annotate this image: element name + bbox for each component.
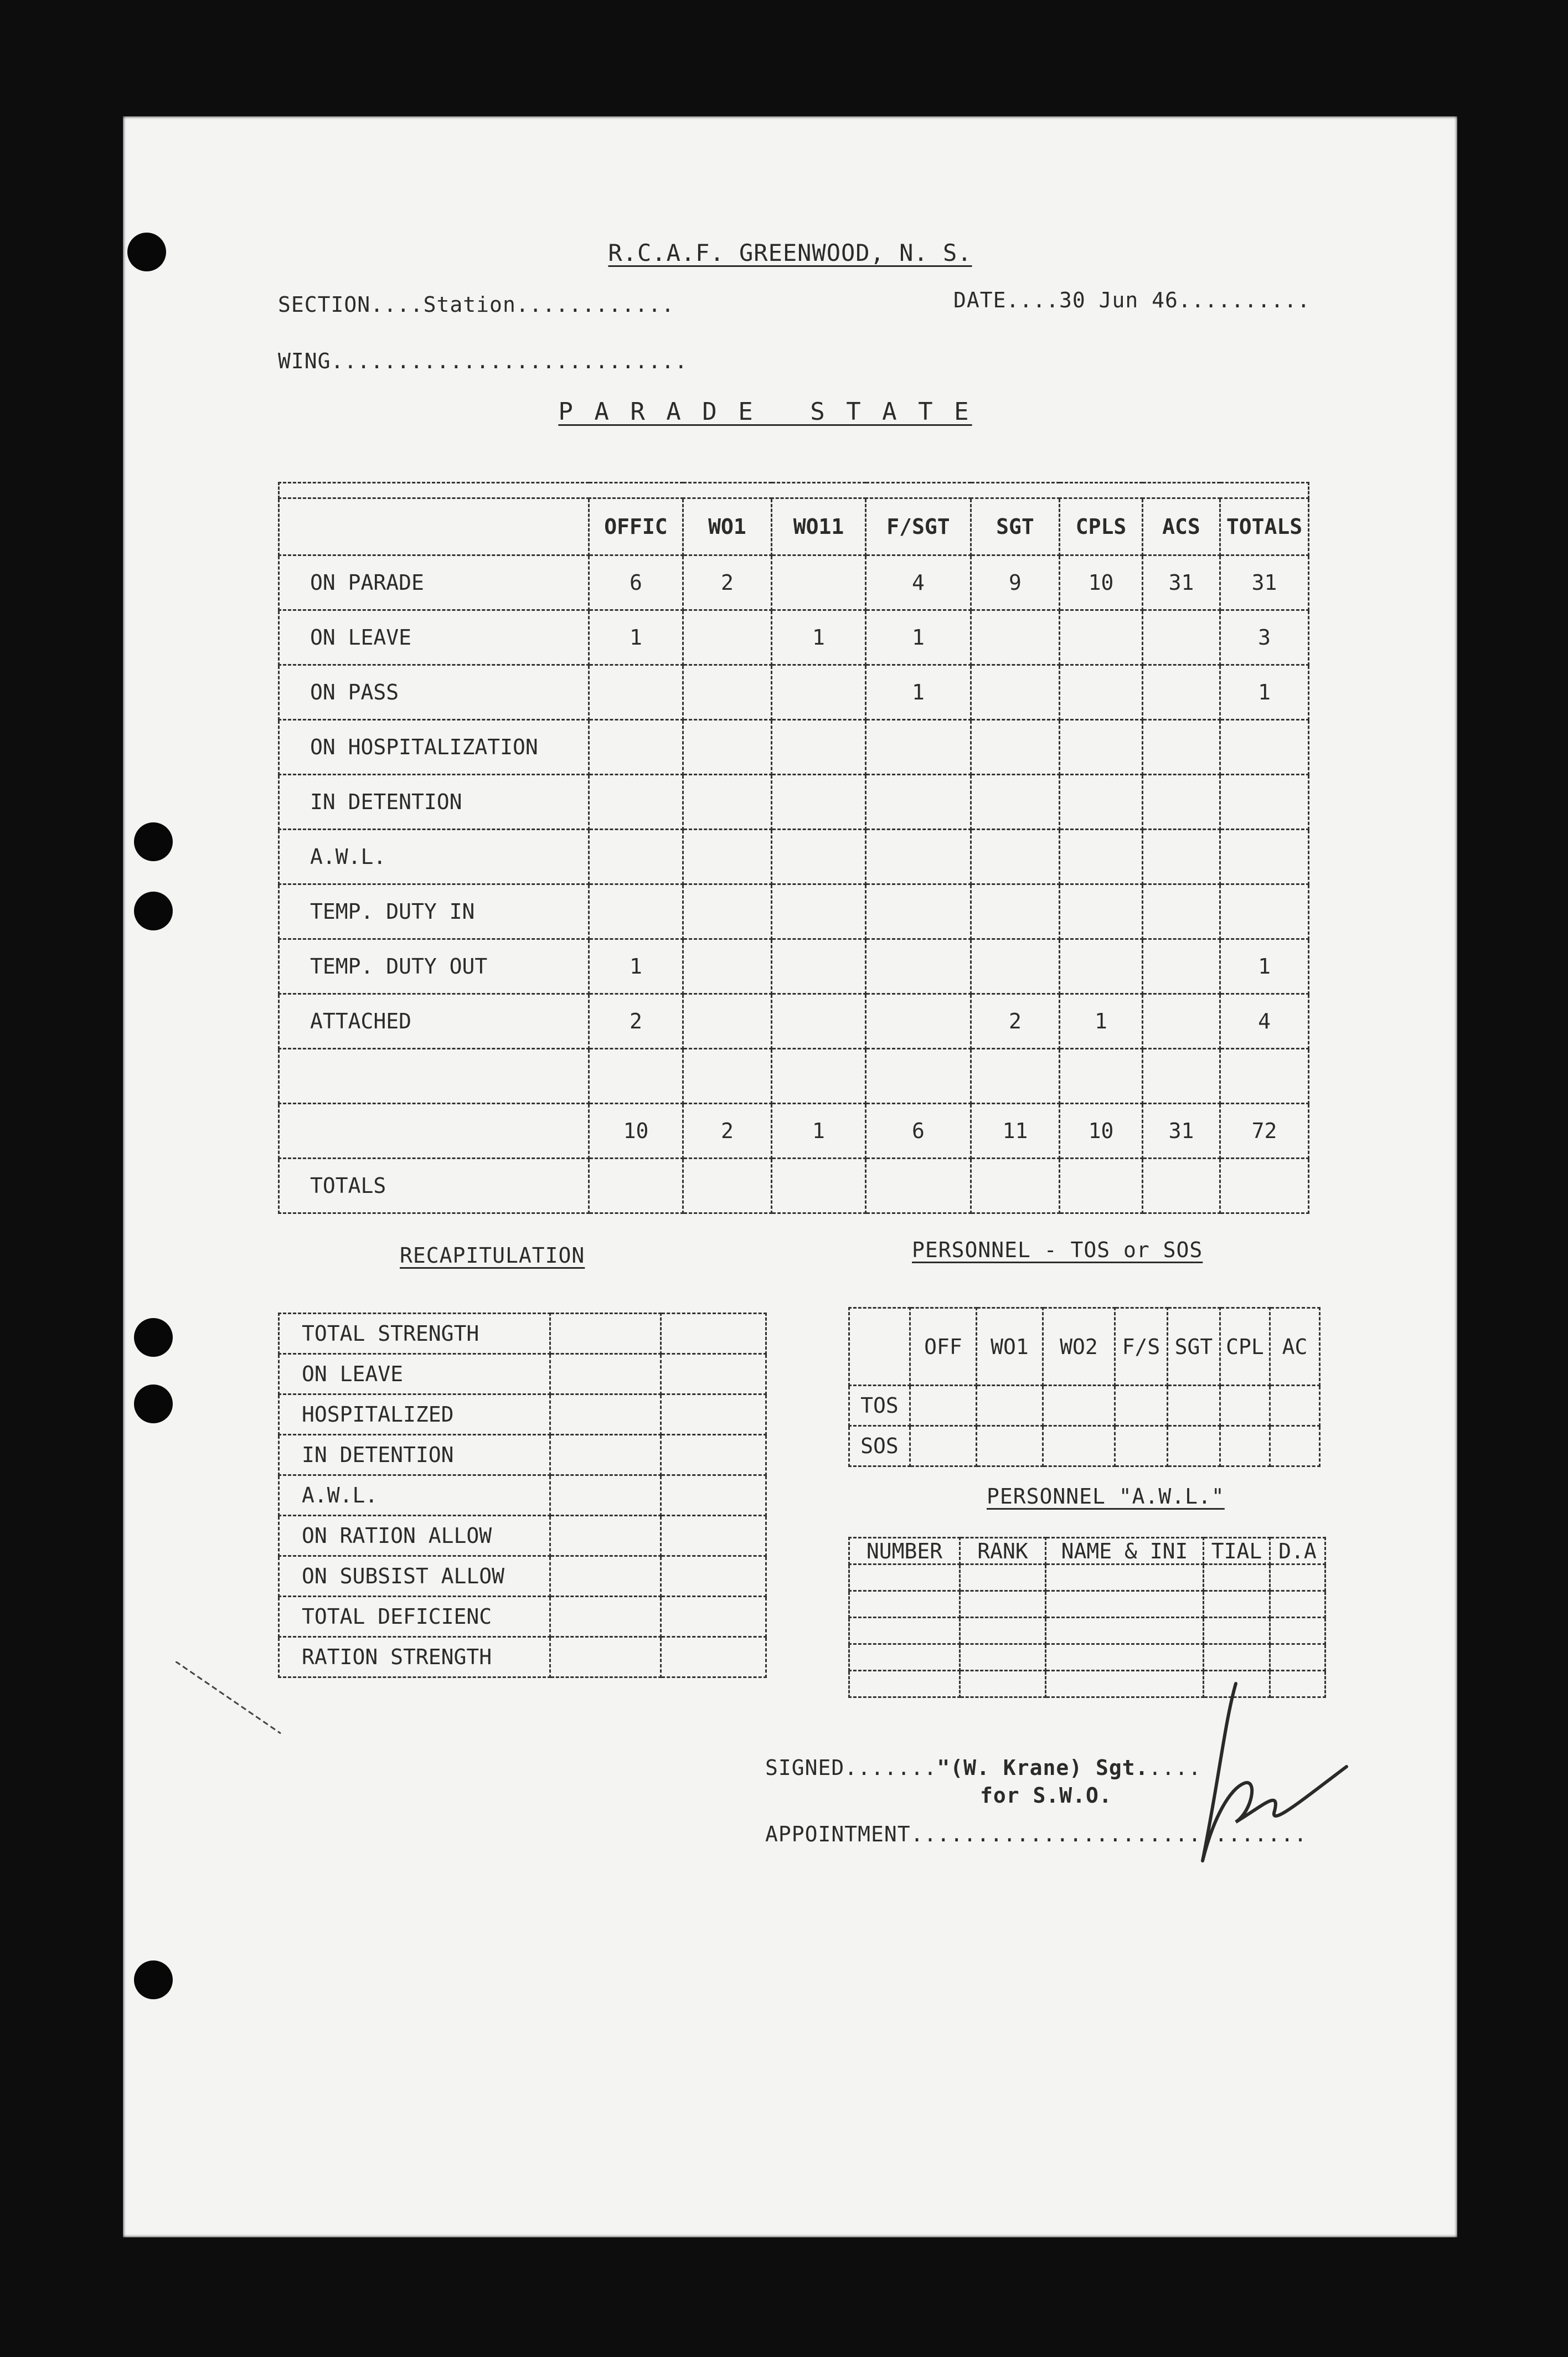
table-cell <box>589 665 683 720</box>
sos-cell <box>1270 1426 1320 1466</box>
table-cell <box>971 939 1060 994</box>
awl-cell <box>849 1644 960 1671</box>
table-cell <box>971 720 1060 775</box>
table-cell <box>971 775 1060 830</box>
recap-row <box>279 1354 766 1394</box>
table-cell <box>1060 939 1143 994</box>
table-cell <box>772 994 866 1049</box>
table-cell: 2 <box>589 994 683 1049</box>
row-label <box>279 1049 589 1104</box>
table-cell <box>1060 1159 1143 1213</box>
sos-cell <box>1220 1426 1270 1466</box>
recap-row-label: HOSPITALIZED <box>279 1394 550 1435</box>
table-top-strip <box>279 483 1309 498</box>
table-cell <box>1143 665 1220 720</box>
document-title: R.C.A.F. GREENWOOD, N. S. <box>608 239 972 266</box>
awl-cell <box>1270 1618 1325 1644</box>
table-cell: 6 <box>866 1104 971 1159</box>
table-cell <box>971 610 1060 665</box>
table-cell <box>589 884 683 939</box>
table-cell <box>683 1049 772 1104</box>
table-cell <box>866 939 971 994</box>
punch-hole-3 <box>134 892 173 930</box>
recap-cell <box>661 1475 766 1516</box>
table-cell: 1 <box>589 610 683 665</box>
tos-cell <box>977 1386 1043 1426</box>
awl-cell <box>1270 1644 1325 1671</box>
table-cell <box>683 830 772 884</box>
table-cell: 4 <box>1220 994 1309 1049</box>
table-row <box>279 775 1309 830</box>
table-cell <box>971 665 1060 720</box>
sos-row-label: SOS <box>849 1426 910 1466</box>
recap-cell <box>661 1597 766 1637</box>
punch-hole-6 <box>134 1960 173 1999</box>
handwritten-signature <box>1192 1678 1358 1888</box>
table-cell <box>866 1159 971 1213</box>
recap-title: RECAPITULATION <box>400 1243 585 1268</box>
table-cell <box>1060 720 1143 775</box>
table-cell <box>772 720 866 775</box>
row-label <box>279 1104 589 1159</box>
table-row <box>279 994 1309 1049</box>
tos-row-label: TOS <box>849 1386 910 1426</box>
table-row <box>279 939 1309 994</box>
table-cell <box>772 939 866 994</box>
recap-cell <box>550 1475 661 1516</box>
table-row <box>279 884 1309 939</box>
recap-cell <box>550 1556 661 1597</box>
awl-cell <box>1046 1565 1204 1591</box>
header-cell: OFFIC <box>589 498 683 555</box>
awl-cell <box>960 1618 1046 1644</box>
table-cell <box>683 610 772 665</box>
tos-cell <box>910 1386 977 1426</box>
table-cell <box>1060 665 1143 720</box>
awl-cell <box>1204 1618 1270 1644</box>
recap-row <box>279 1314 766 1354</box>
table-row <box>279 1159 1309 1213</box>
recap-cell <box>661 1435 766 1475</box>
awl-cell <box>849 1565 960 1591</box>
recap-row <box>279 1556 766 1597</box>
recap-cell <box>550 1394 661 1435</box>
tos-cell <box>1270 1386 1320 1426</box>
punch-hole-4 <box>134 1318 173 1357</box>
recap-row-label: ON LEAVE <box>279 1354 550 1394</box>
awl-cell <box>849 1618 960 1644</box>
table-cell <box>589 830 683 884</box>
header-cell: WO11 <box>772 498 866 555</box>
table-cell <box>589 720 683 775</box>
parade-state-table <box>278 482 1309 1214</box>
table-cell: 31 <box>1143 555 1220 610</box>
tos-cell <box>1168 1386 1220 1426</box>
row-label: ON HOSPITALIZATION <box>279 720 589 775</box>
signed-field <box>765 1756 1201 1780</box>
form-title: P A R A D E S T A T E <box>558 398 972 426</box>
awl-cell <box>849 1671 960 1697</box>
awl-cell <box>960 1591 1046 1618</box>
recap-cell <box>550 1597 661 1637</box>
header-cell: TOTALS <box>1220 498 1309 555</box>
table-cell <box>683 720 772 775</box>
table-cell: 3 <box>1220 610 1309 665</box>
awl-header-cell: TIAL <box>1204 1538 1270 1565</box>
table-cell <box>772 1159 866 1213</box>
table-cell: 1 <box>866 665 971 720</box>
table-cell <box>683 1159 772 1213</box>
punch-hole-5 <box>134 1385 173 1423</box>
signed-dots: .... <box>1148 1756 1201 1780</box>
recap-cell <box>661 1556 766 1597</box>
header-cell <box>279 498 589 555</box>
table-cell: 10 <box>1060 555 1143 610</box>
table-cell <box>1060 1049 1143 1104</box>
table-cell <box>772 884 866 939</box>
date-label: DATE.... <box>953 288 1060 312</box>
table-cell <box>1220 720 1309 775</box>
row-label: ON PARADE <box>279 555 589 610</box>
table-cell <box>683 939 772 994</box>
awl-cell <box>1046 1644 1204 1671</box>
recap-row-label: ON SUBSIST ALLOW <box>279 1556 550 1597</box>
table-cell <box>1143 939 1220 994</box>
table-cell: 4 <box>866 555 971 610</box>
awl-header-cell: D.A <box>1270 1538 1325 1565</box>
recap-row <box>279 1597 766 1637</box>
table-cell <box>1220 1159 1309 1213</box>
row-label: TEMP. DUTY OUT <box>279 939 589 994</box>
awl-header-row <box>849 1538 1325 1565</box>
table-cell: 1 <box>772 610 866 665</box>
table-cell: 1 <box>772 1104 866 1159</box>
tos-header-cell: F/S <box>1115 1308 1168 1386</box>
table-cell <box>1060 884 1143 939</box>
recap-row-label: ON RATION ALLOW <box>279 1516 550 1556</box>
tos-cell <box>1115 1386 1168 1426</box>
recap-cell <box>550 1637 661 1677</box>
date-dots: .......... <box>1178 288 1311 312</box>
table-header-row <box>279 498 1309 555</box>
for-swo-line: for S.W.O. <box>980 1783 1112 1808</box>
table-cell <box>772 555 866 610</box>
table-row <box>279 610 1309 665</box>
signed-value: "(W. Krane) Sgt. <box>937 1756 1149 1780</box>
awl-cell <box>849 1591 960 1618</box>
awl-row <box>849 1591 1325 1618</box>
table-cell: 1 <box>1220 939 1309 994</box>
sos-cell <box>1043 1426 1115 1466</box>
table-cell <box>683 775 772 830</box>
header-cell: F/SGT <box>866 498 971 555</box>
recap-row-label: TOTAL STRENGTH <box>279 1314 550 1354</box>
awl-cell <box>1046 1591 1204 1618</box>
row-label: ON PASS <box>279 665 589 720</box>
recap-cell <box>550 1354 661 1394</box>
section-label: SECTION.... <box>278 292 424 317</box>
sos-cell <box>1115 1426 1168 1466</box>
row-label: IN DETENTION <box>279 775 589 830</box>
header-cell: SGT <box>971 498 1060 555</box>
awl-cell <box>1204 1565 1270 1591</box>
tos-header-row <box>849 1308 1320 1386</box>
recap-cell <box>550 1314 661 1354</box>
recap-cell <box>661 1354 766 1394</box>
table-cell <box>1143 720 1220 775</box>
tos-header-cell: WO1 <box>977 1308 1043 1386</box>
table-cell <box>866 1049 971 1104</box>
table-cell <box>1143 830 1220 884</box>
awl-cell <box>1204 1591 1270 1618</box>
awl-cell <box>1204 1644 1270 1671</box>
table-cell <box>1220 775 1309 830</box>
table-cell <box>971 884 1060 939</box>
tos-cell <box>1220 1386 1270 1426</box>
recap-cell <box>661 1637 766 1677</box>
table-cell <box>1143 884 1220 939</box>
tos-cell <box>1043 1386 1115 1426</box>
awl-row <box>849 1565 1325 1591</box>
table-cell <box>772 830 866 884</box>
table-cell <box>1143 1049 1220 1104</box>
table-cell: 10 <box>589 1104 683 1159</box>
recap-row-label: A.W.L. <box>279 1475 550 1516</box>
table-cell: 1 <box>866 610 971 665</box>
recap-row <box>279 1637 766 1677</box>
table-row <box>279 665 1309 720</box>
section-field <box>278 292 674 317</box>
stray-pen-line <box>176 1661 286 1739</box>
table-cell: 2 <box>683 1104 772 1159</box>
table-cell <box>1143 1159 1220 1213</box>
table-cell <box>866 830 971 884</box>
header-cell: ACS <box>1143 498 1220 555</box>
table-cell <box>589 1049 683 1104</box>
recap-body <box>279 1314 766 1677</box>
table-cell <box>683 665 772 720</box>
tos-header-cell: AC <box>1270 1308 1320 1386</box>
recap-row <box>279 1394 766 1435</box>
date-field <box>953 288 1311 312</box>
tos-row <box>849 1386 1320 1426</box>
table-cell: 2 <box>971 994 1060 1049</box>
awl-cell <box>960 1644 1046 1671</box>
table-cell: 11 <box>971 1104 1060 1159</box>
table-cell <box>772 1049 866 1104</box>
personnel-tos-title: PERSONNEL - TOS or SOS <box>912 1238 1203 1262</box>
signed-label: SIGNED....... <box>765 1756 937 1780</box>
table-row <box>279 1049 1309 1104</box>
table-cell: 31 <box>1220 555 1309 610</box>
personnel-awl-title: PERSONNEL "A.W.L." <box>987 1484 1225 1509</box>
table-cell <box>1060 610 1143 665</box>
awl-row <box>849 1644 1325 1671</box>
awl-header-cell: NUMBER <box>849 1538 960 1565</box>
recap-table <box>278 1313 767 1678</box>
table-cell <box>866 775 971 830</box>
tos-header-cell: WO2 <box>1043 1308 1115 1386</box>
table-cell <box>971 830 1060 884</box>
recap-row-label: TOTAL DEFICIENC <box>279 1597 550 1637</box>
table-cell <box>866 994 971 1049</box>
awl-row <box>849 1618 1325 1644</box>
table-cell <box>1220 884 1309 939</box>
date-value: 30 Jun 46 <box>1059 288 1178 312</box>
sos-cell <box>910 1426 977 1466</box>
recap-row <box>279 1516 766 1556</box>
row-label: TOTALS <box>279 1159 589 1213</box>
table-cell <box>1220 830 1309 884</box>
table-row <box>279 1104 1309 1159</box>
recap-cell <box>661 1394 766 1435</box>
row-label: ON LEAVE <box>279 610 589 665</box>
awl-cell <box>1270 1591 1325 1618</box>
table-cell <box>971 1159 1060 1213</box>
awl-cell <box>1046 1671 1204 1697</box>
sos-row <box>849 1426 1320 1466</box>
row-label: A.W.L. <box>279 830 589 884</box>
table-cell: 6 <box>589 555 683 610</box>
table-cell <box>1060 830 1143 884</box>
punch-hole-2 <box>134 822 173 861</box>
table-cell: 10 <box>1060 1104 1143 1159</box>
table-row <box>279 830 1309 884</box>
recap-cell <box>661 1314 766 1354</box>
table-cell <box>772 665 866 720</box>
recap-row <box>279 1475 766 1516</box>
wing-field: WING........................... <box>278 349 688 373</box>
awl-header-cell: RANK <box>960 1538 1046 1565</box>
table-cell <box>589 775 683 830</box>
table-cell <box>772 775 866 830</box>
awl-header-cell: NAME & INI <box>1046 1538 1204 1565</box>
table-cell: 1 <box>1220 665 1309 720</box>
appointment-field: APPOINTMENT.............................. <box>765 1822 1307 1846</box>
table-cell <box>1060 775 1143 830</box>
table-body <box>279 555 1309 1213</box>
row-label: ATTACHED <box>279 994 589 1049</box>
table-row <box>279 555 1309 610</box>
recap-cell <box>661 1516 766 1556</box>
table-cell <box>866 720 971 775</box>
recap-cell <box>550 1435 661 1475</box>
tos-header-cell: SGT <box>1168 1308 1220 1386</box>
table-cell: 72 <box>1220 1104 1309 1159</box>
tos-header-cell <box>849 1308 910 1386</box>
tos-header-cell: OFF <box>910 1308 977 1386</box>
table-cell <box>683 994 772 1049</box>
personnel-awl-table <box>848 1537 1326 1698</box>
table-cell: 1 <box>589 939 683 994</box>
awl-cell <box>1270 1565 1325 1591</box>
table-cell: 9 <box>971 555 1060 610</box>
awl-cell <box>960 1671 1046 1697</box>
table-cell <box>1143 775 1220 830</box>
sos-cell <box>977 1426 1043 1466</box>
recap-row-label: RATION STRENGTH <box>279 1637 550 1677</box>
table-row <box>279 720 1309 775</box>
recap-cell <box>550 1516 661 1556</box>
table-cell: 2 <box>683 555 772 610</box>
section-dots: ............ <box>515 292 675 317</box>
document-page <box>123 116 1457 2237</box>
table-cell: 31 <box>1143 1104 1220 1159</box>
table-cell <box>589 1159 683 1213</box>
table-cell <box>866 884 971 939</box>
section-value: Station <box>423 292 516 317</box>
recap-row-label: IN DETENTION <box>279 1435 550 1475</box>
table-cell <box>1143 610 1220 665</box>
punch-hole-1 <box>127 233 166 271</box>
table-cell <box>1143 994 1220 1049</box>
sos-cell <box>1168 1426 1220 1466</box>
awl-cell <box>960 1565 1046 1591</box>
row-label: TEMP. DUTY IN <box>279 884 589 939</box>
awl-body <box>849 1565 1325 1697</box>
table-cell <box>1220 1049 1309 1104</box>
tos-header-cell: CPL <box>1220 1308 1270 1386</box>
recap-row <box>279 1435 766 1475</box>
table-cell <box>683 884 772 939</box>
personnel-tos-table <box>848 1307 1321 1467</box>
header-cell: CPLS <box>1060 498 1143 555</box>
table-cell <box>971 1049 1060 1104</box>
awl-cell <box>1046 1618 1204 1644</box>
header-cell: WO1 <box>683 498 772 555</box>
table-cell: 1 <box>1060 994 1143 1049</box>
